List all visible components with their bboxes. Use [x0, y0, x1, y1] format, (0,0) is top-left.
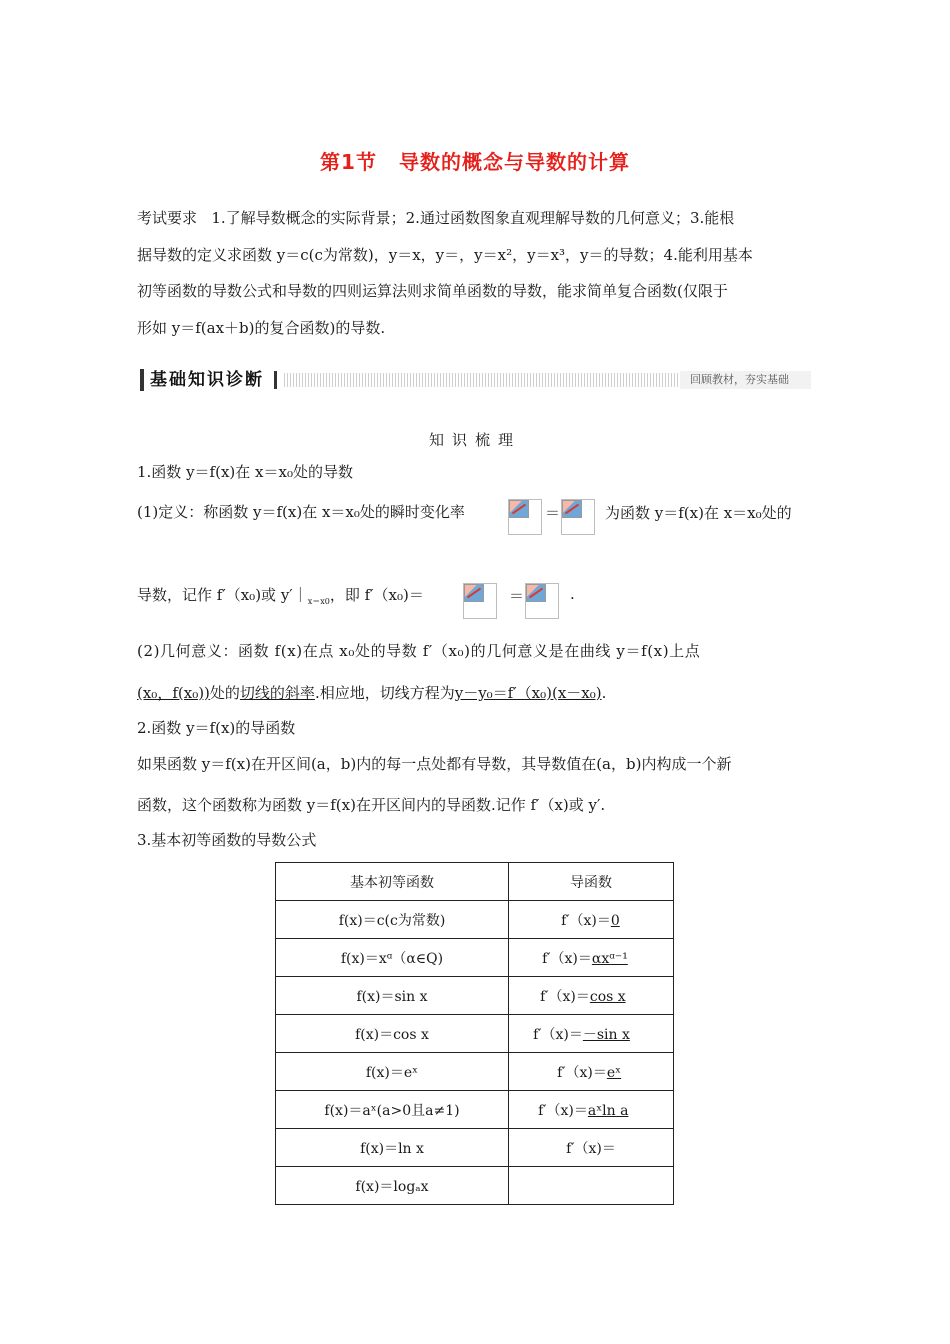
page-title — [0, 146, 950, 175]
table-row — [276, 1091, 674, 1129]
derivative-cell — [509, 901, 674, 939]
function-cell: f(x)＝logₐx — [276, 1167, 509, 1205]
derivative-cell — [509, 1091, 674, 1129]
s1-geo-point: (x₀，f(x₀)) — [137, 684, 210, 702]
s1-geo-mid: 处的 — [209, 684, 240, 702]
derivative-cell — [509, 977, 674, 1015]
derivative-answer: －sin x — [582, 1026, 630, 1043]
s3-title: 3.基本初等函数的导数公式 — [137, 831, 317, 849]
derivative-prefix: f′（x)＝ — [542, 950, 592, 967]
formula-image-1 — [508, 499, 542, 535]
derivative-cell — [509, 1053, 674, 1091]
table-row — [276, 1015, 674, 1053]
derivative-prefix: f′（x)＝ — [566, 1140, 616, 1157]
function-cell: f(x)＝sin x — [276, 977, 509, 1015]
table-row — [276, 1053, 674, 1091]
banner-label: 基础知识诊断 — [150, 370, 264, 390]
formula-image-3 — [463, 583, 497, 619]
table-row — [276, 939, 674, 977]
s1-geo-equation: y－y₀＝f′（x₀)(x－x₀) — [454, 684, 602, 702]
function-cell: f(x)＝ln x — [276, 1129, 509, 1167]
function-cell: f(x)＝eˣ — [276, 1053, 509, 1091]
function-cell: f(x)＝cos x — [276, 1015, 509, 1053]
s1-note-text-b: ，即 f′（x₀)＝ — [329, 586, 424, 604]
derivative-prefix: f′（x)＝ — [557, 1064, 607, 1081]
s1-def-text-a: (1)定义：称函数 y＝f(x)在 x＝x₀处的瞬时变化率 — [137, 503, 465, 521]
requirements-text-4: 形如 y＝f(ax＋b)的复合函数)的导数. — [137, 318, 386, 337]
s2-title: 2.函数 y＝f(x)的导函数 — [137, 719, 296, 737]
derivative-prefix: f′（x)＝ — [540, 988, 590, 1005]
derivative-prefix: f′（x)＝ — [538, 1102, 588, 1119]
s2-text-2: 函数，这个函数称为函数 y＝f(x)在开区间内的导函数.记作 f′（x)或 y′. — [137, 796, 606, 814]
function-cell: f(x)＝aˣ(a>0且a≠1) — [276, 1091, 509, 1129]
banner-divider — [274, 371, 277, 389]
s1-geometric-2 — [137, 683, 817, 703]
s1-note-sub: x＝x0 — [307, 597, 330, 606]
s1-geo-end: . — [601, 684, 607, 702]
s1-note-equals: ＝ — [509, 587, 525, 605]
requirements-text-3: 初等函数的导数公式和导数的四则运算法则求简单函数的导数，能求简单复合函数(仅限于 — [137, 282, 728, 300]
s1-def-equals: ＝ — [545, 504, 561, 522]
table-header-row — [276, 863, 674, 901]
table-header-function: 基本初等函数 — [276, 863, 509, 901]
table-row — [276, 901, 674, 939]
requirements-label: 考试要求 — [137, 209, 198, 227]
section-number: 第1节 — [320, 150, 377, 174]
derivative-answer: eˣ — [606, 1064, 622, 1081]
s1-geometric-1: (2)几何意义：函数 f(x)在点 x₀处的导数 f′（x₀)的几何意义是在曲线 y＝f(x)上点 — [137, 642, 701, 660]
requirements-text-1: 1.了解导数概念的实际背景；2.通过函数图象直观理解导数的几何意义；3.能根 — [211, 209, 735, 227]
s2-text-1: 如果函数 y＝f(x)在开区间(a，b)内的每一点处都有导数，其导数值在(a，b)内构成一个新 — [137, 755, 732, 773]
section-banner — [140, 369, 811, 391]
s1-geo-mid2: .相应地，切线方程为 — [314, 684, 455, 702]
banner-bar — [140, 369, 144, 391]
derivative-cell — [509, 939, 674, 977]
derivative-table — [275, 862, 674, 1205]
derivative-answer: 0 — [610, 912, 620, 929]
derivative-answer: cos x — [589, 988, 626, 1005]
derivative-answer: aˣln a — [587, 1102, 629, 1119]
s1-geo-slope: 切线的斜率 — [239, 684, 315, 702]
s1-def-text-b: 为函数 y＝f(x)在 x＝x₀处的 — [605, 504, 792, 522]
function-cell: f(x)＝c(c为常数) — [276, 901, 509, 939]
table-row — [276, 977, 674, 1015]
function-cell: f(x)＝xᵅ（α∈Q) — [276, 939, 509, 977]
banner-tag: 回顾教材，夯实基础 — [680, 371, 811, 389]
exam-requirements — [137, 200, 817, 346]
formula-image-4 — [525, 583, 559, 619]
derivative-prefix: f′（x)＝ — [561, 912, 611, 929]
section-name: 导数的概念与导数的计算 — [398, 150, 630, 174]
table-row — [276, 1129, 674, 1167]
s1-note-text-a: 导数，记作 f′（x₀)或 y′｜ — [137, 586, 308, 604]
derivative-cell — [509, 1167, 674, 1205]
formula-image-2 — [561, 499, 595, 535]
s1-note-end: . — [570, 585, 575, 603]
requirements-text-2: 据导数的定义求函数 y＝c(c为常数)，y＝x，y＝，y＝x²，y＝x³，y＝的导数；4.能利用基本 — [137, 245, 753, 264]
table-row — [276, 1167, 674, 1205]
derivative-answer: αxᵅ⁻¹ — [591, 950, 628, 967]
s1-title: 1.函数 y＝f(x)在 x＝x₀处的导数 — [137, 463, 353, 481]
derivative-cell — [509, 1015, 674, 1053]
derivative-prefix: f′（x)＝ — [533, 1026, 583, 1043]
derivative-cell — [509, 1129, 674, 1167]
table-header-derivative: 导函数 — [509, 863, 674, 901]
knowledge-heading: 知识梳理 — [428, 431, 521, 449]
